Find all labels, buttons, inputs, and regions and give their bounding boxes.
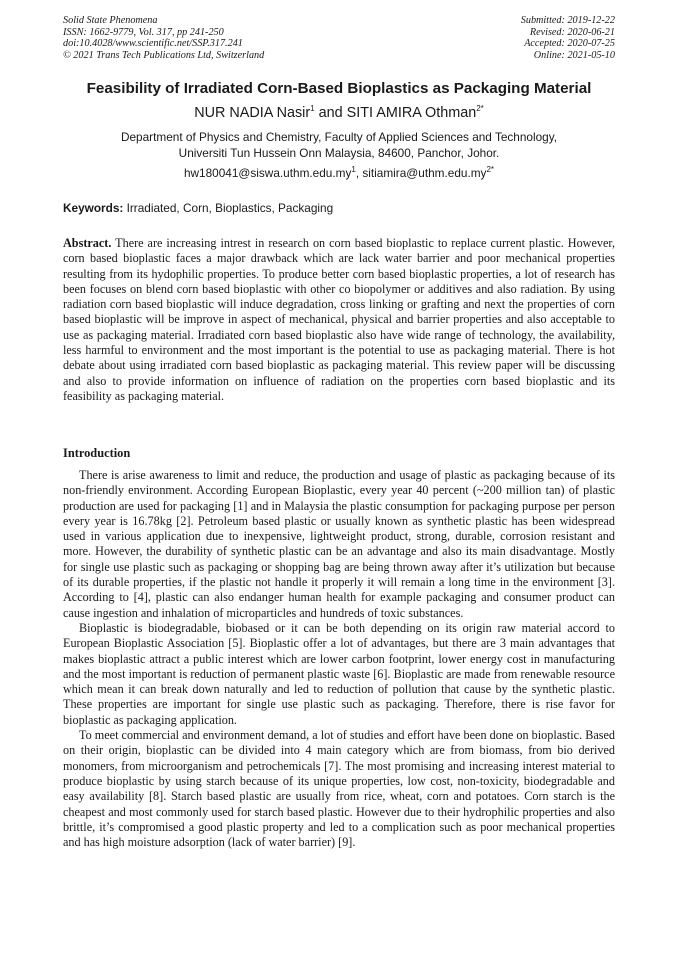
author-1: NUR NADIA Nasir (194, 105, 311, 121)
date-accepted: Accepted: 2020-07-25 (524, 38, 615, 50)
email-separator: , (355, 166, 363, 180)
author-1-affiliation-mark: 1 (310, 104, 315, 114)
journal-issn: ISSN: 1662-9779, Vol. 317, pp 241-250 (63, 26, 224, 38)
body-paragraph: Bioplastic is biodegradable, biobased or it can be both depending on its origin raw material accord to European Bioplastic Association [5]. Bioplastic offer a lot of advantages, but there are 3 main advantages that makes bioplastic attract a public interest which are lower carbon footprint, lower energy cost in manufacturing and the most important is reduction of permanent plastic waste [6]. Bioplastic are made from renewable resource which mean it can break down naturally and led to reduction of pollution that cause by the synthetic plastic. These properties are important for single use plastic such as packaging. Therefore, there is rise favor for bioplastic as packaging application. (63, 620, 615, 727)
abstract (63, 236, 615, 404)
author-line (40, 104, 638, 122)
paper-title: Feasibility of Irradiated Corn-Based Bioplastics as Packaging Material (86, 80, 592, 97)
email-1-mark: 1 (351, 165, 356, 175)
introduction-body (63, 468, 615, 850)
journal-doi[interactable]: doi:10.4028/www.scientific.net/SSP.317.241 (63, 38, 243, 50)
affiliation-line-2: Universiti Tun Hussein Onn Malaysia, 84600, Panchor, Johor. (178, 145, 500, 160)
date-online: Online: 2021-05-10 (533, 49, 615, 61)
email-2[interactable]: sitiamira@uthm.edu.my (362, 166, 487, 180)
date-revised: Revised: 2020-06-21 (529, 26, 615, 38)
body-paragraph: To meet commercial and environment demand, a lot of studies and effort have been done on bioplastic. Based on their origin, bioplastic can be divided into 4 main category which are from biomass, from bio derived monomers, from microorganism and petrochemicals [7]. The most promising and increasing interest material to produce bioplastic by using starch because of its unique properties, low cost, non-toxicity, biodegradable and easy availability [8]. Starch based plastic are usually from rice, wheat, corn and potatoes. Corn starch is the cheapest and most commonly used for starch based plastic. However due to their hydrophilic properties and also brittle, it’s compromised a good plastic property and led to a complication such as poor mechanical properties and has high moisture adsorption (lack of water barrier) [9]. (63, 728, 615, 850)
author-joiner: and (314, 105, 347, 121)
affiliation-line-1: Department of Physics and Chemistry, Faculty of Applied Sciences and Technology, (120, 130, 558, 144)
abstract-text: There are increasing intrest in research on corn based bioplastic to replace current plastic. However, corn based bioplastic faces a major drawback which are lack water barrier and poor mechanical properties resulting from its hydophilic properties. To produce better corn based bioplastic properties, a lot of research has been focuses on blend corn based bioplastic with other co biopolymer or additives and also radiation. By using radiation corn based bioplastic will induce degradation, cross linking or grafting and next the properties of corn based bioplastic will be improve in aspect of mechanical, physical and barrier properties and also acceptable to use as packaging material. Irradiated corn based bioplastic also have wide range of technology, the availability, less harmful to environment and the most important is the potential to use as packaging material. There is hot debate about using irradiated corn based bioplastic as packaging material. This review paper will be discussing and also to provide information on influence of radiation on the properties corn based bioplastic and its feasibility as packaging material. (63, 236, 615, 403)
email-line (40, 166, 638, 181)
keywords-label: Keywords: (63, 201, 124, 215)
date-submitted: Submitted: 2019-12-22 (520, 15, 615, 26)
author-2-affiliation-mark: 2* (476, 104, 484, 114)
author-2: SITI AMIRA Othman (346, 105, 477, 121)
publication-dates (521, 15, 615, 61)
journal-name: Solid State Phenomena (63, 15, 158, 26)
email-1[interactable]: hw180041@siswa.uthm.edu.my (183, 166, 352, 180)
journal-info (63, 15, 264, 61)
keywords-text: Irradiated, Corn, Bioplastics, Packaging (123, 201, 334, 215)
email-2-mark: 2* (486, 165, 495, 175)
body-paragraph: There is arise awareness to limit and reduce, the production and usage of plastic as packaging because of its non-friendly environment. According European Bioplastic, every year 40 percent (~200 million tan) of plastic production are used for packaging [1] and in Malaysia the plastic consumption for packaging purpose per person every year is 16.78kg [2]. Petroleum based plastic or usually known as synthetic plastic has been widespread used in various application due to inexpensive, lightweight product, strong, durable, corrosion resistant and more. However, the durability of synthetic plastic can be an advantage and also its main disadvantage. Mostly for single use plastic such as packaging or shopping bag are being thrown away after it’s utilization but because of its durable properties, if the plastic not handle it properly it will remain a long time in the environment [3]. According to [4], plastic can also endanger human health for example packaging and consumer product can cause ingestion and inhalation of microparticles and hundreds of toxic substances. (63, 468, 615, 620)
journal-copyright: © 2021 Trans Tech Publications Ltd, Switzerland (63, 49, 265, 61)
section-heading-introduction: Introduction (63, 446, 131, 460)
abstract-label: Abstract. (63, 236, 112, 250)
affiliation (40, 130, 638, 161)
keywords (63, 201, 615, 216)
